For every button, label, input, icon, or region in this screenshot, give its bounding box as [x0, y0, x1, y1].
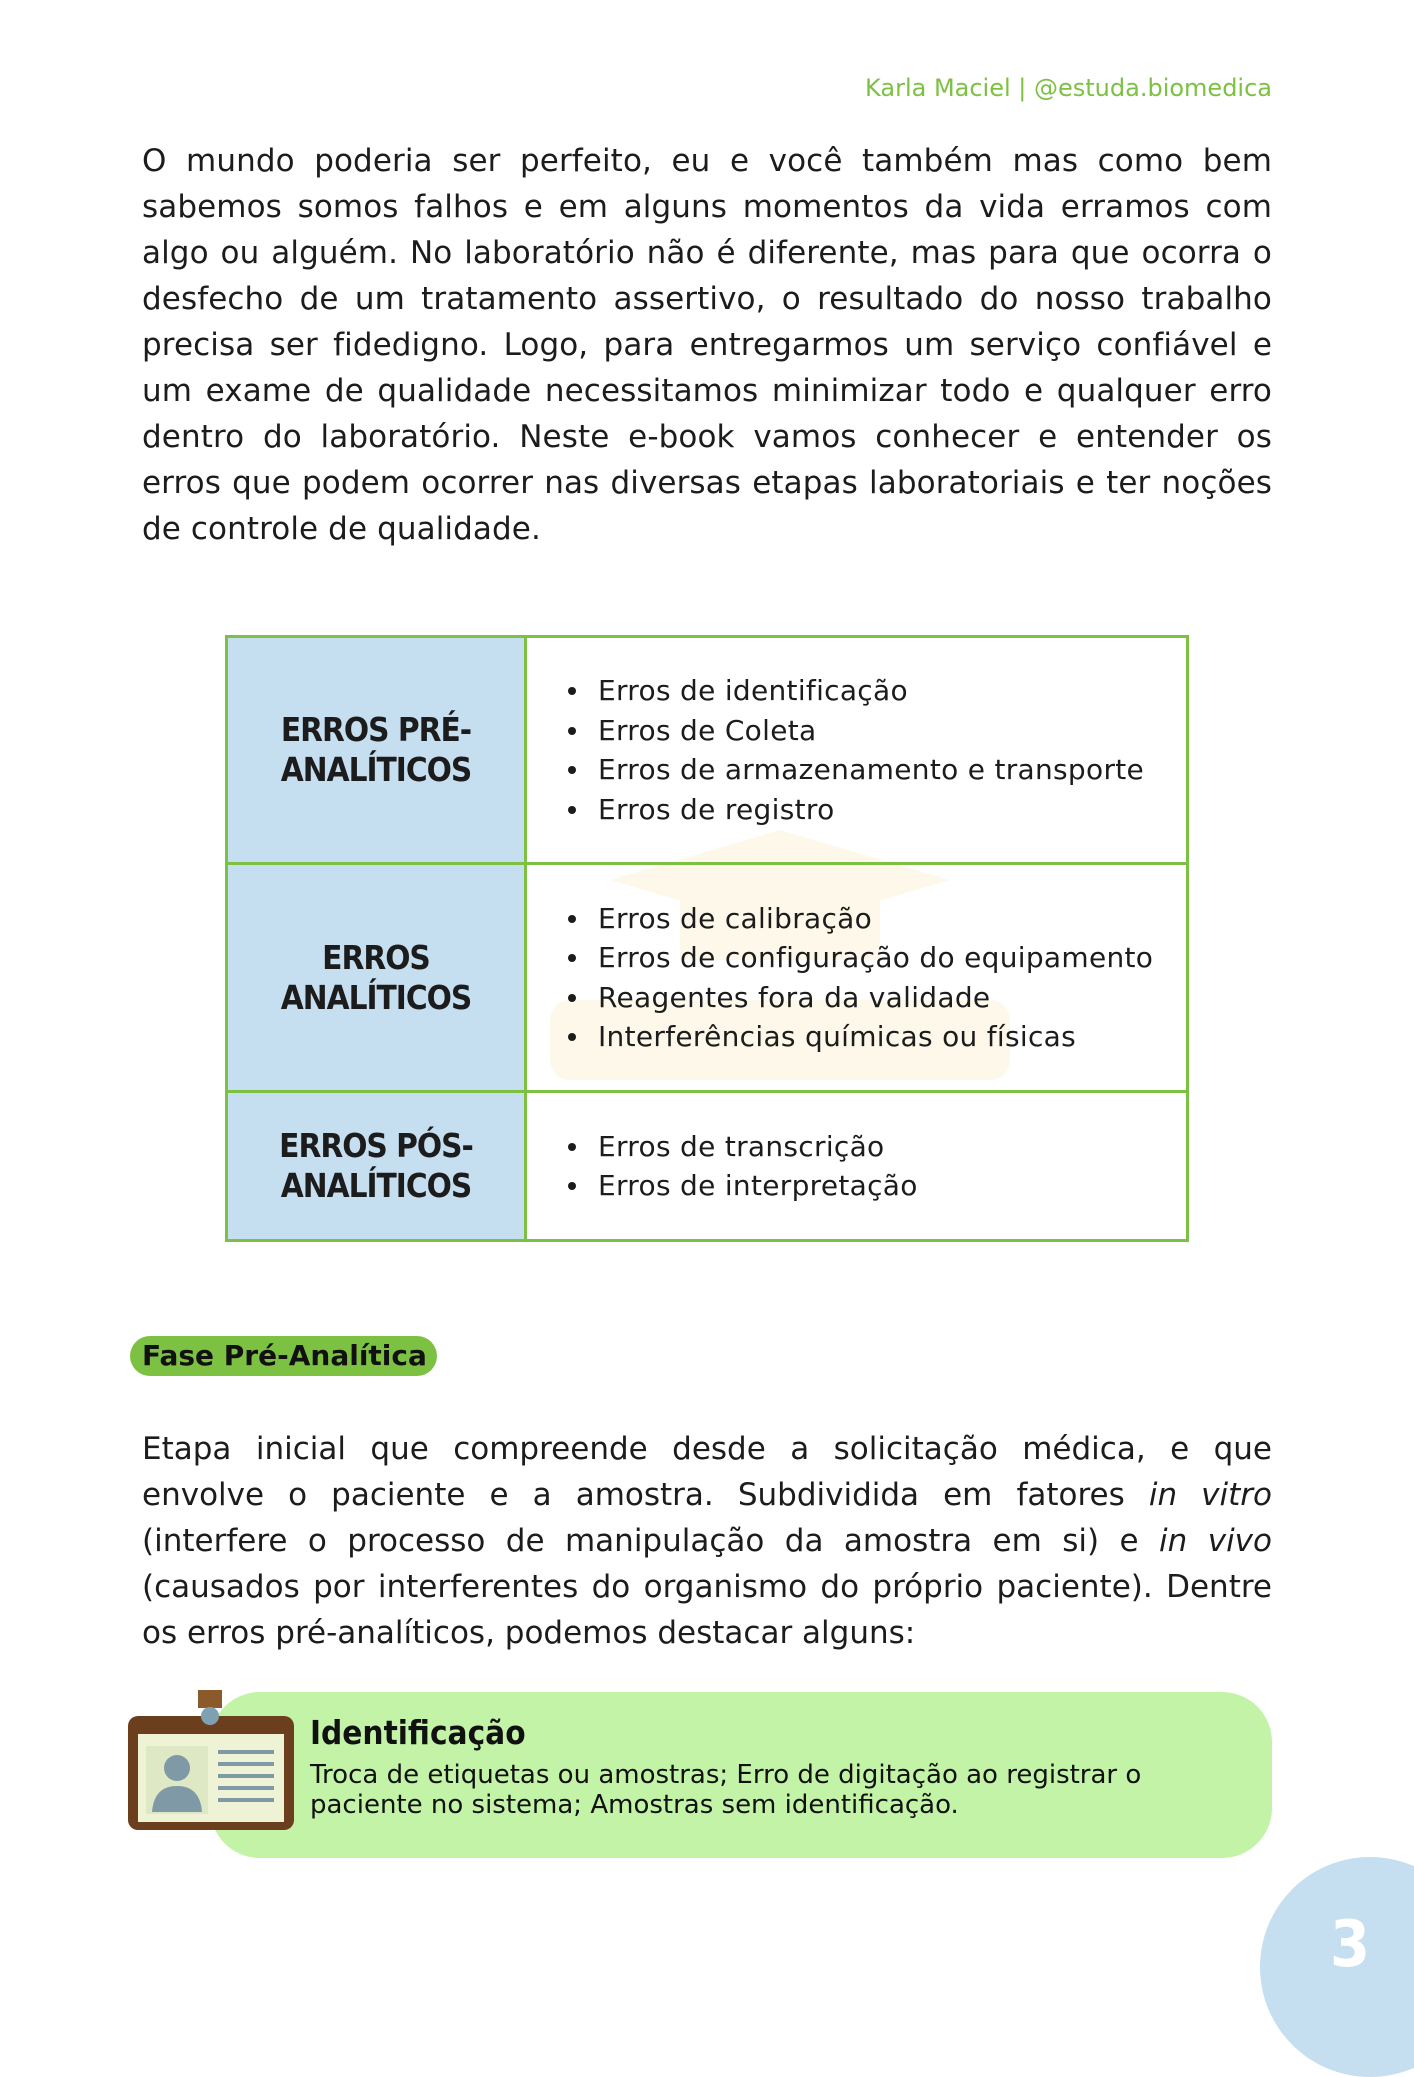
- header-credit: Karla Maciel | @estuda.biomedica: [865, 74, 1272, 102]
- list-item: Erros de registro: [598, 790, 1185, 830]
- list-item: Erros de calibração: [598, 899, 1185, 939]
- card-text: Troca de etiquetas ou amostras; Erro de digitação ao registrar o paciente no sistema; Amostras sem identificação.: [310, 1760, 1142, 1820]
- card-title: Identificação: [310, 1713, 526, 1752]
- items-post-analytic: [526, 1092, 1188, 1241]
- list-item: Interferências químicas ou físicas: [598, 1017, 1185, 1057]
- list-item: Erros de Coleta: [598, 711, 1185, 751]
- list-item: Erros de armazenamento e transporte: [598, 750, 1185, 790]
- section-title-pill: Fase Pré-Analítica: [130, 1336, 437, 1376]
- list-item: Erros de configuração do equipamento: [598, 938, 1185, 978]
- items-pre-analytic: [526, 637, 1188, 864]
- term-in-vivo: in vivo: [1159, 1523, 1272, 1559]
- items-analytic: [526, 864, 1188, 1092]
- category-pre-analytic: ERROS PRÉ-ANALÍTICOS: [227, 637, 526, 864]
- list-item: Erros de interpretação: [598, 1166, 1185, 1206]
- category-post-analytic: ERROS PÓS-ANALÍTICOS: [227, 1092, 526, 1241]
- page-number: 3: [1329, 1908, 1371, 1982]
- errors-table: [225, 635, 1189, 1242]
- id-badge-icon: [128, 1690, 296, 1832]
- intro-paragraph: O mundo poderia ser perfeito, eu e você também mas como bem sabemos somos falhos e em alguns momentos da vida erramos com algo ou alguém. No laboratório não é diferente, mas para que ocorra o desfecho de um tratamento assertivo, o resultado do nosso trabalho precisa ser fidedigno. Logo, para entregarmos um serviço confiável e um exame de qualidade necessitamos minimizar todo e qualquer erro dentro do laboratório. Neste e-book vamos conhecer e entender os erros que podem ocorrer nas diversas etapas laboratoriais e ter noções de controle de qualidade.: [142, 143, 1272, 547]
- section-paragraph: Etapa inicial que compreende desde a solicitação médica, e que envolve o paciente e a amostra. Subdividida em fatores in vitro (interfere o processo de manipulação da amostra em si) e in vivo (causados por interferentes do organismo do próprio paciente). Dentre os erros pré-analíticos, podemos destacar alguns:: [142, 1431, 1272, 1651]
- table-row: [227, 1092, 1188, 1241]
- table-row: [227, 864, 1188, 1092]
- list-item: Reagentes fora da validade: [598, 978, 1185, 1018]
- table-row: [227, 637, 1188, 864]
- category-analytic: ERROS ANALÍTICOS: [227, 864, 526, 1092]
- list-item: Erros de identificação: [598, 671, 1185, 711]
- term-in-vitro: in vitro: [1148, 1477, 1272, 1513]
- list-item: Erros de transcrição: [598, 1127, 1185, 1167]
